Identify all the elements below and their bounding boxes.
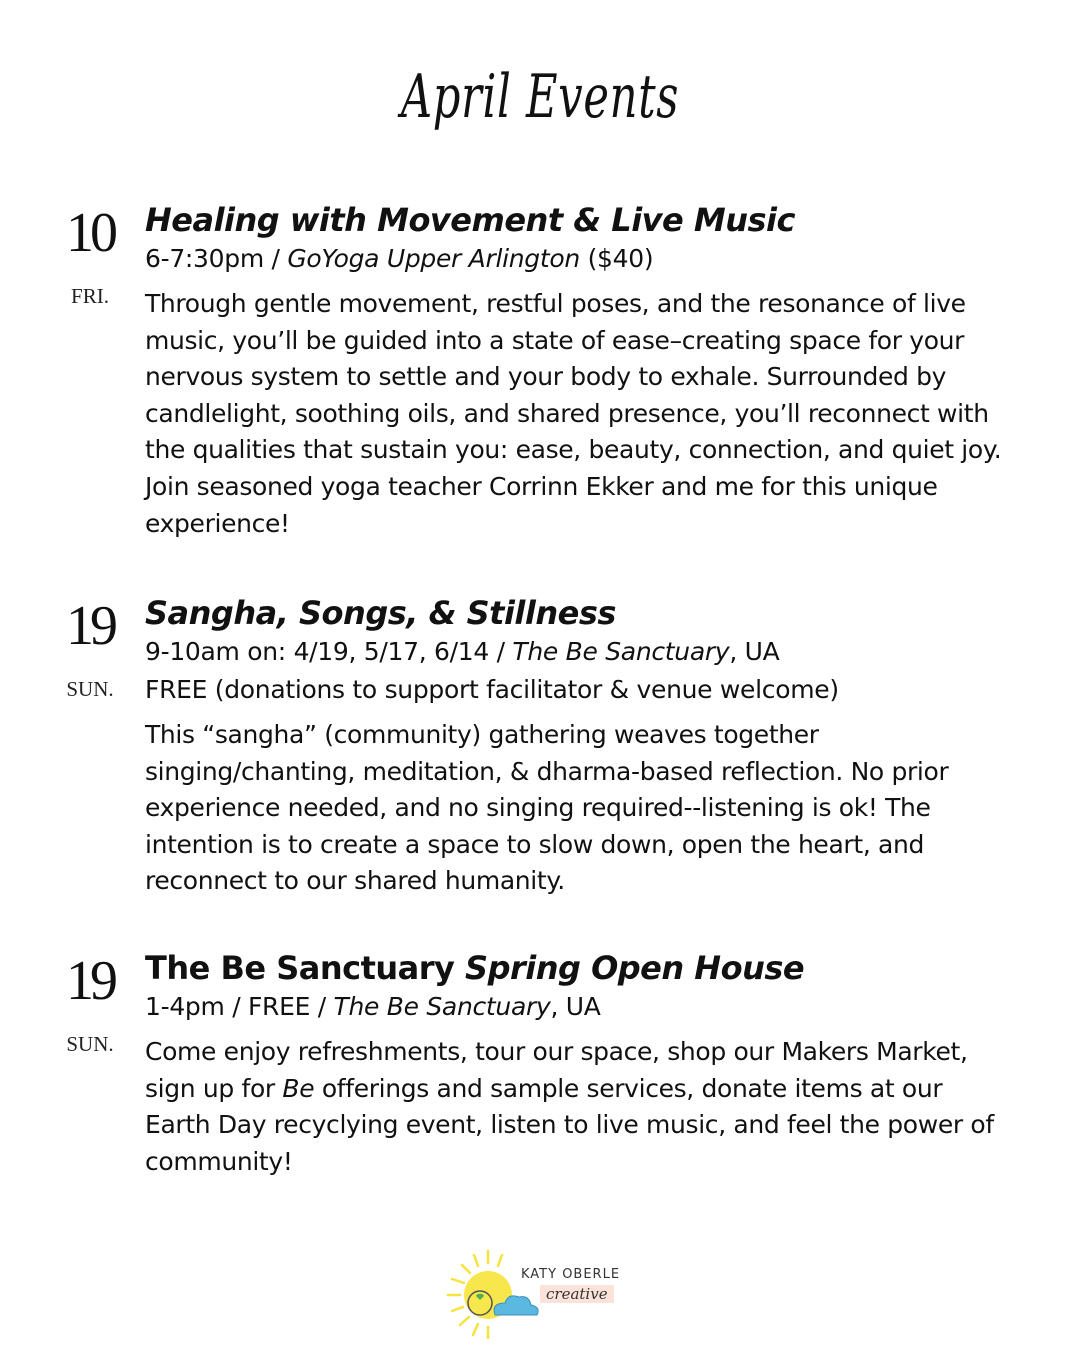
desc-text: Come enjoy refreshments, tour our space, shop our Makers Market, sign up for: [145, 1037, 968, 1103]
event-day-number: 10: [66, 202, 114, 264]
event-description: Through gentle movement, restful poses, and the resonance of live music, you’ll be guided into a state of ease–creating space for your nervous system to settle and your body to exhale. Surrounded by candlelight, soothing oils, and shared presence, you’ll reconnect with the qualities that sustain you: ease, beauty, connection, and quiet joy. Join seasoned yoga teacher Corrinn Ekker and me for this unique experience!: [145, 289, 1002, 538]
meta-text: 9-10am on: 4/19, 5/17, 6/14 /: [145, 637, 513, 666]
meta-text: FREE (donations to support facilitator & venue welcome): [145, 675, 839, 704]
sun-cloud-icon: [440, 1245, 550, 1340]
event-title-plain: The Be Sanctuary: [145, 949, 466, 987]
katy-oberle-logo: [440, 1245, 630, 1340]
meta-text-after: , UA: [729, 637, 780, 666]
event-title-italic: Spring Open House: [465, 949, 805, 987]
event-meta: [145, 633, 1005, 671]
meta-venue: The Be Sanctuary: [512, 637, 730, 666]
event-meta: [145, 988, 1005, 1026]
event-description: This “sangha” (community) gathering weaves together singing/chanting, meditation, & dharma-based reflection. No prior experience needed, and no singing required--listening is ok! The intention is to create a space to slow down, open the heart, and reconnect to our shared humanity.: [145, 720, 949, 896]
event-description: [145, 1034, 1005, 1180]
desc-italic: Be: [282, 1073, 315, 1103]
event-day-name: SUN.: [66, 677, 114, 701]
event-title: [145, 200, 1005, 240]
event-day-number: 19: [66, 595, 114, 657]
event-content: [145, 948, 1005, 1180]
event-title: [145, 948, 1005, 988]
event-day-name: FRI.: [71, 284, 109, 308]
event-content: [145, 593, 1005, 900]
meta-venue: GoYoga Upper Arlington: [287, 244, 580, 273]
logo-script: creative: [540, 1285, 614, 1303]
event-title: [145, 593, 1005, 633]
event-day-name: SUN.: [66, 1032, 114, 1056]
event-title-italic: Healing with Movement & Live Music: [145, 201, 795, 239]
event-day-number: 19: [66, 950, 114, 1012]
event-meta: [145, 240, 1005, 278]
logo-name: KATY OBERLE: [521, 1267, 621, 1282]
meta-venue: The Be Sanctuary: [333, 992, 551, 1021]
event-content: [145, 200, 1005, 542]
meta-text-after: , UA: [550, 992, 601, 1021]
event-meta: [145, 671, 1005, 709]
desc-text-after: offerings and sample services, donate items at our Earth Day recyclying event, listen to live music, and feel the power of community!: [145, 1073, 994, 1176]
meta-text-after: ($40): [579, 244, 654, 273]
event-title-italic: Sangha, Songs, & Stillness: [145, 594, 616, 632]
meta-text: 1-4pm / FREE /: [145, 992, 334, 1021]
page-title: April Events: [400, 62, 680, 132]
meta-text: 6-7:30pm /: [145, 244, 288, 273]
